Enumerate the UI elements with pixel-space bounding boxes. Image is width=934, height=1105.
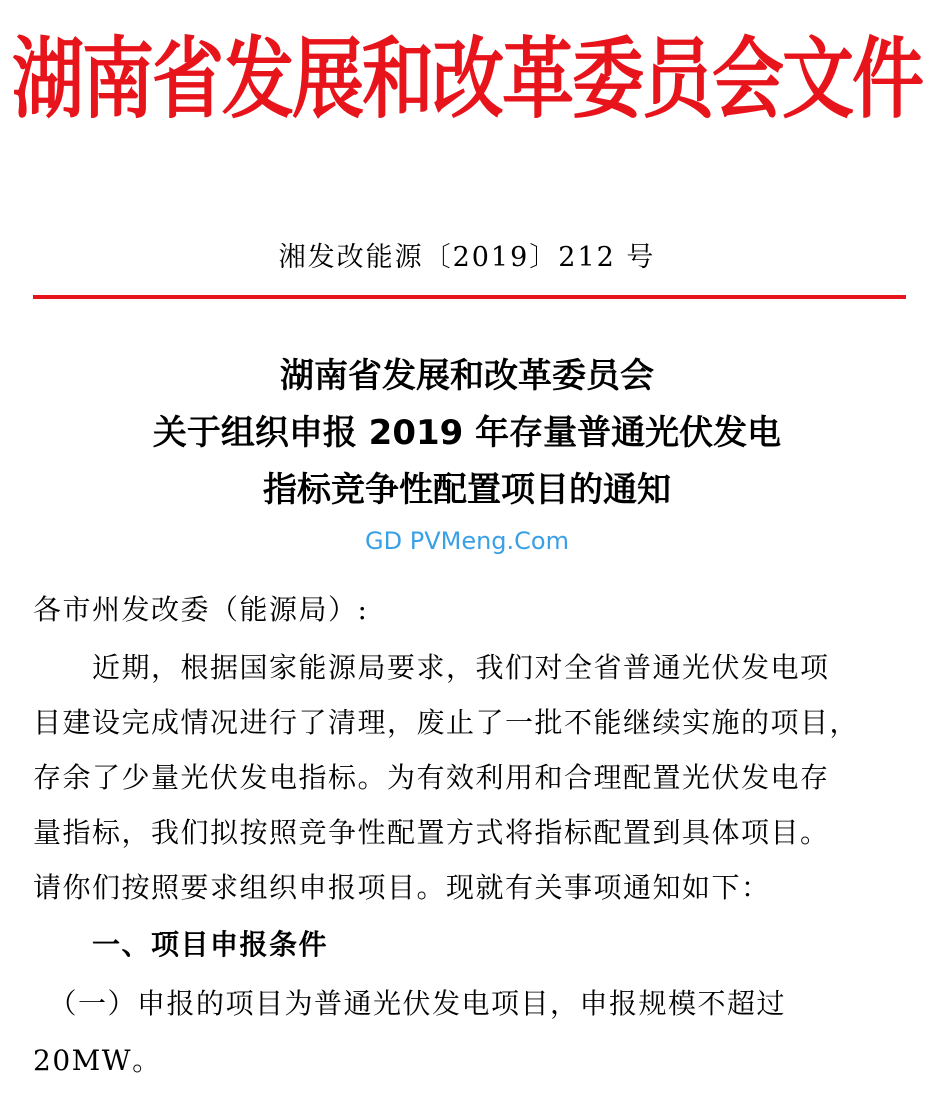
body-line: 目建设完成情况进行了清理，废止了一批不能继续实施的项目， [33,706,860,739]
body-line: 请你们按照要求组织申报项目。现就有关事项通知如下： [33,871,771,904]
notice-title [0,348,934,519]
body-line: 近期，根据国家能源局要求，我们对全省普通光伏发电项 [33,651,830,684]
notice-title-line: 指标竞争性配置项目的通知 [263,470,671,510]
watermark-text: GD PVMeng.Com [365,527,569,555]
salutation: 各市州发改委（能源局）: [33,593,369,626]
body-line: 量指标，我们拟按照竞争性配置方式将指标配置到具体项目。 [33,816,830,849]
body-line: （一）申报的项目为普通光伏发电项目，申报规模不超过 [33,987,787,1020]
document-header-title: 湖南省发展和改革委员会文件 [11,27,922,131]
document-number: 湘发改能源〔2019〕212 号 [278,242,656,273]
section-heading: 一、项目申报条件 [33,928,329,961]
notice-title-line: 关于组织申报 2019 年存量普通光伏发电 [152,413,782,453]
notice-title-line: 湖南省发展和改革委员会 [280,356,654,396]
body-line: 20MW。 [33,1044,162,1077]
body-line: 存余了少量光伏发电指标。为有效利用和合理配置光伏发电存 [33,761,830,794]
red-divider-rule [33,295,906,299]
